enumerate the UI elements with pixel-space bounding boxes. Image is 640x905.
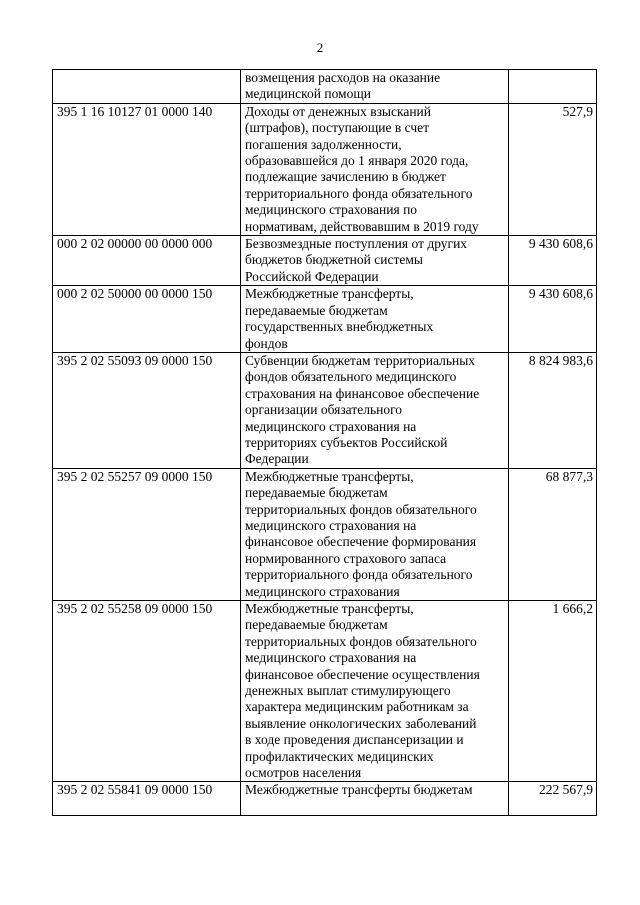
- description-line: медицинского страхования: [245, 583, 400, 599]
- table-row: [53, 286, 597, 353]
- description-line: Межбюджетные трансферты,: [245, 286, 414, 302]
- description-line: Субвенции бюджетам территориальных: [245, 352, 476, 368]
- description-cell: [241, 70, 509, 104]
- description-line: территориальных фондов обязательного: [245, 633, 477, 649]
- description-line: в ходе проведения диспансеризации и: [245, 732, 464, 748]
- amount-cell: 1 666,2: [509, 601, 597, 782]
- description-line: Межбюджетные трансферты бюджетам: [245, 782, 473, 798]
- description-cell: [241, 236, 509, 286]
- description-line: финансовое обеспечение формирования: [245, 534, 477, 550]
- table-row: [53, 352, 597, 468]
- description-line: возмещения расходов на оказание: [245, 70, 441, 85]
- table-row: [53, 103, 597, 235]
- description-line: медицинского страхования на: [245, 517, 417, 533]
- table-row: [53, 468, 597, 600]
- budget-code-cell: 000 2 02 00000 00 0000 000: [53, 236, 241, 286]
- description-line: денежных выплат стимулирующего: [245, 683, 451, 699]
- description-line: финансовое обеспечение осуществления: [245, 666, 480, 682]
- description-line: бюджетов бюджетной системы: [245, 252, 423, 268]
- amount-cell: 68 877,3: [509, 468, 597, 600]
- description-line: осмотров населения: [245, 765, 362, 781]
- description-line: территориального фонда обязательного: [245, 185, 473, 201]
- description-line: передаваемые бюджетам: [245, 485, 388, 501]
- description-line: организации обязательного: [245, 402, 403, 418]
- table-row: [53, 601, 597, 782]
- amount-cell: 9 430 608,6: [509, 286, 597, 353]
- amount-cell: 9 430 608,6: [509, 236, 597, 286]
- description-line: характера медицинским работникам за: [245, 699, 469, 715]
- description-line: Безвозмездные поступления от других: [245, 236, 468, 252]
- description-line: государственных внебюджетных: [245, 319, 434, 335]
- description-line: страхования на финансовое обеспечение: [245, 385, 480, 401]
- budget-code-cell: 395 1 16 10127 01 0000 140: [53, 103, 241, 235]
- description-line: медицинского страхования на: [245, 418, 417, 434]
- budget-code-cell: [53, 70, 241, 104]
- description-cell: [241, 352, 509, 468]
- description-cell: [241, 468, 509, 600]
- budget-revenue-table: [52, 69, 597, 816]
- description-line: территориальных фондов обязательного: [245, 501, 477, 517]
- description-line: выявление онкологических заболеваний: [245, 715, 477, 731]
- description-line: фондов: [245, 335, 288, 351]
- description-line: фондов обязательного медицинского: [245, 369, 457, 385]
- description-line: (штрафов), поступающие в счет: [245, 120, 430, 136]
- description-cell: [241, 782, 509, 816]
- amount-cell: 222 567,9: [509, 782, 597, 816]
- description-line: передаваемые бюджетам: [245, 617, 388, 633]
- description-line: профилактических медицинских: [245, 748, 434, 764]
- description-line: нормированного страхового запаса: [245, 550, 447, 566]
- table-row: [53, 236, 597, 286]
- budget-code-cell: 395 2 02 55257 09 0000 150: [53, 468, 241, 600]
- description-line: нормативам, действовавшим в 2019 году: [245, 218, 479, 234]
- description-line: подлежащие зачислению в бюджет: [245, 169, 446, 185]
- page-number: 2: [316, 40, 324, 55]
- amount-cell: 8 824 983,6: [509, 352, 597, 468]
- budget-code-cell: 395 2 02 55258 09 0000 150: [53, 601, 241, 782]
- description-line: Доходы от денежных взысканий: [245, 103, 431, 119]
- description-cell: [241, 286, 509, 353]
- budget-code-cell: 395 2 02 55093 09 0000 150: [53, 352, 241, 468]
- description-line: территориях субъектов Российской: [245, 434, 448, 450]
- table-body: [53, 70, 597, 816]
- description-cell: [241, 103, 509, 235]
- amount-cell: [509, 70, 597, 104]
- description-line: Межбюджетные трансферты,: [245, 601, 414, 616]
- budget-code-cell: 395 2 02 55841 09 0000 150: [53, 782, 241, 816]
- description-cell: [241, 601, 509, 782]
- description-line: медицинской помощи: [245, 86, 371, 102]
- description-line: передаваемые бюджетам: [245, 302, 388, 318]
- description-line: [245, 799, 505, 815]
- budget-code-cell: 000 2 02 50000 00 0000 150: [53, 286, 241, 353]
- description-line: погашения задолженности,: [245, 136, 402, 152]
- description-line: образовавшейся до 1 января 2020 года,: [245, 153, 469, 169]
- table-row: [53, 782, 597, 816]
- amount-cell: 527,9: [509, 103, 597, 235]
- table-row: [53, 70, 597, 104]
- description-line: территориального фонда обязательного: [245, 567, 473, 583]
- description-line: Федерации: [245, 451, 309, 467]
- description-line: Межбюджетные трансферты,: [245, 468, 414, 484]
- description-line: Российской Федерации: [245, 268, 379, 284]
- description-line: медицинского страхования на: [245, 650, 417, 666]
- description-line: медицинского страхования по: [245, 202, 418, 218]
